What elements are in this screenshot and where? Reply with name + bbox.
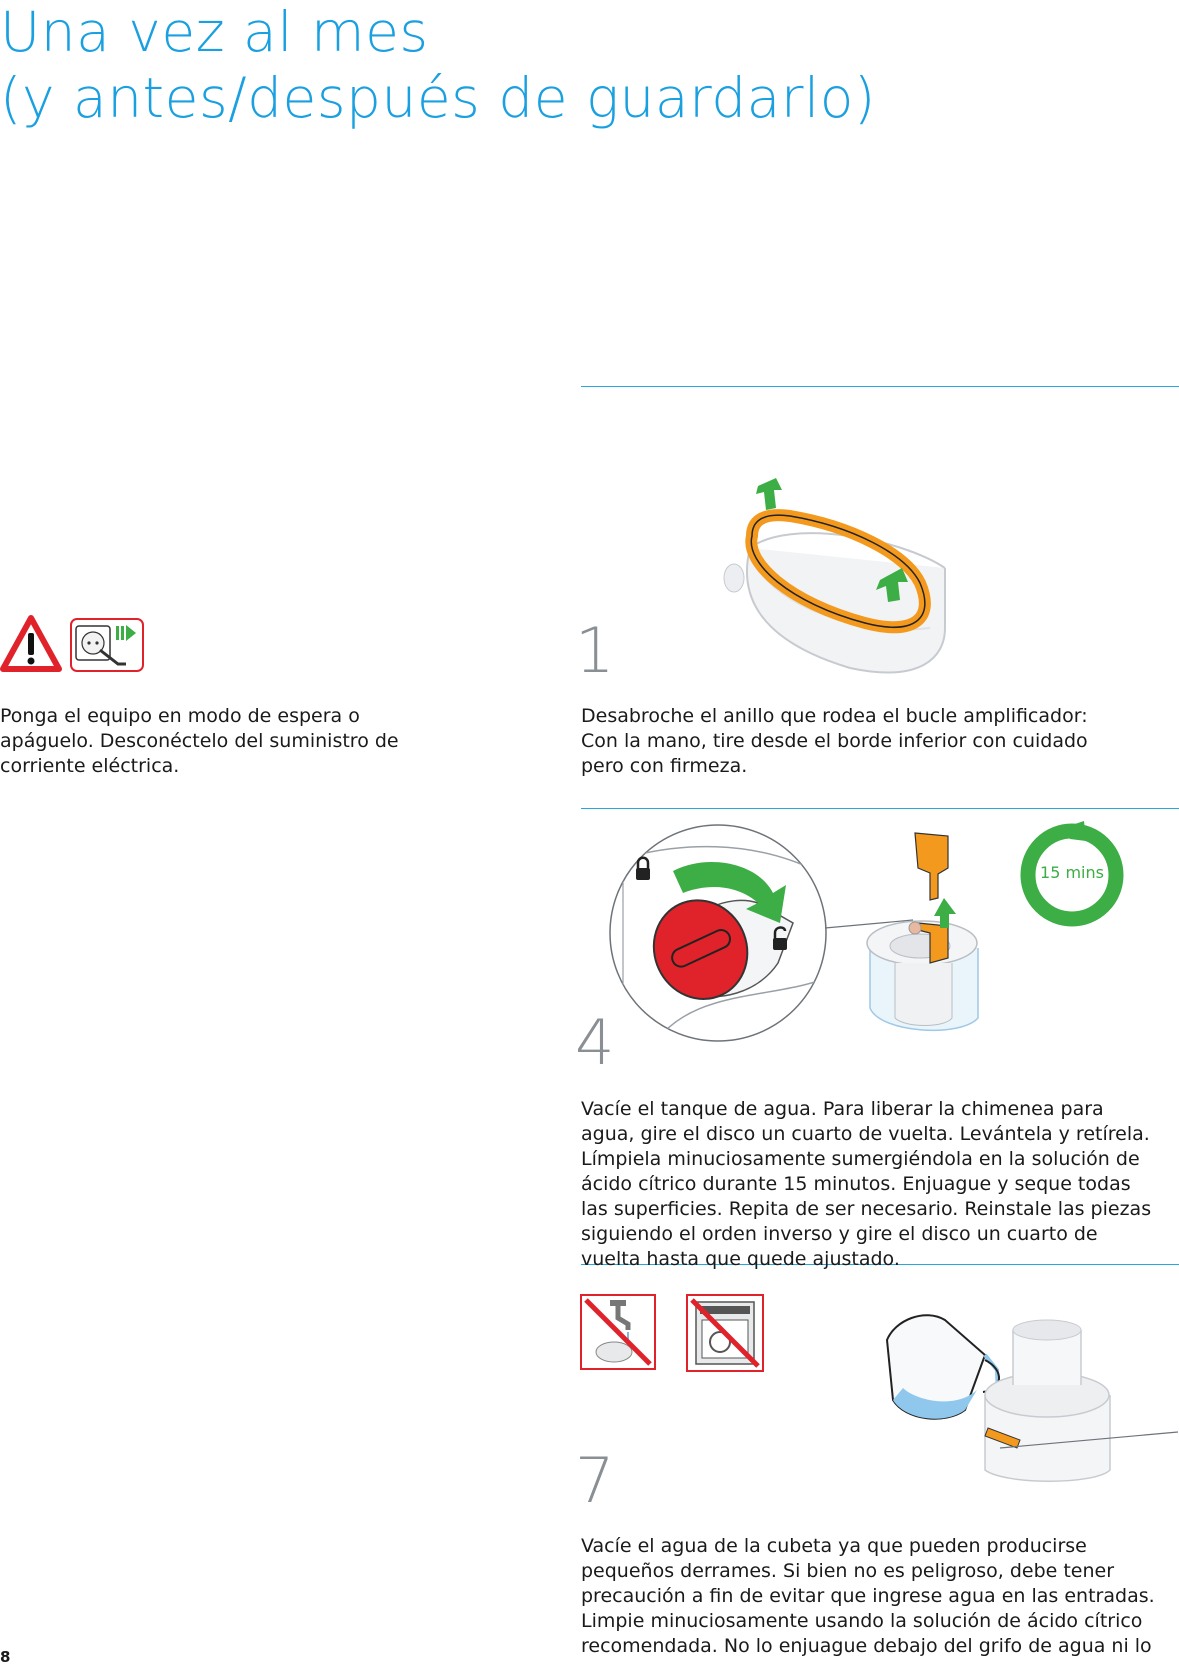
step-number: 1 [575, 614, 615, 687]
section-divider [581, 808, 1179, 809]
step-1-text: Desabroche el anillo que rodea el bucle amplificador: Con la mano, tire desde el borde inferior con cuidado pero con firmeza. [581, 705, 1088, 777]
page-number: 8 [0, 1648, 11, 1666]
step-4-text: Vacíe el tanque de agua. Para liberar la chimenea para agua, gire el disco un cuarto de vuelta. Levántela y retírela. Límpiela minuciosamente sumergiéndola en la solución de ácido cítrico durante 15 minutos. Enjuague y seque todas las superficies. Repita de ser necesario. Reinstale las piezas siguiendo el orden inverso y gire el disco un cuarto de vuelta hasta que quede ajustado. [581, 1098, 1152, 1270]
page-title-line-1: Una vez al mes [0, 0, 429, 64]
step-4-dial-detail-illustration [608, 823, 828, 1043]
timer-label: 15 mins [1040, 863, 1104, 882]
step-number: 7 [575, 1444, 615, 1517]
step-number: 4 [575, 1006, 615, 1079]
step-7-pouring-illustration [885, 1300, 1115, 1485]
step-4-tank-illustration [860, 828, 990, 1043]
no-dishwasher-icon [686, 1294, 764, 1372]
step-7-text: Vacíe el agua de la cubeta ya que pueden producirse pequeños derrames. Si bien no es peligroso, debe tener precaución a fin de evitar que ingrese agua en las entradas. Limpie minuciosamente usando la solución de ácido cítrico recomendada. No lo enjuague debajo del grifo de agua ni lo [581, 1535, 1155, 1657]
step-1-ring-illustration [730, 478, 970, 678]
intro-text: Ponga el equipo en modo de espera o apáguelo. Desconéctelo del suministro de corriente eléctrica. [0, 705, 399, 777]
leader-line [1000, 1430, 1179, 1450]
section-divider [581, 386, 1179, 387]
warning-triangle-icon [0, 615, 62, 673]
no-tap-rinse-icon [580, 1294, 656, 1370]
unplug-icon [70, 618, 144, 672]
page-title-line-2: (y antes/después de guardarlo) [0, 66, 876, 130]
